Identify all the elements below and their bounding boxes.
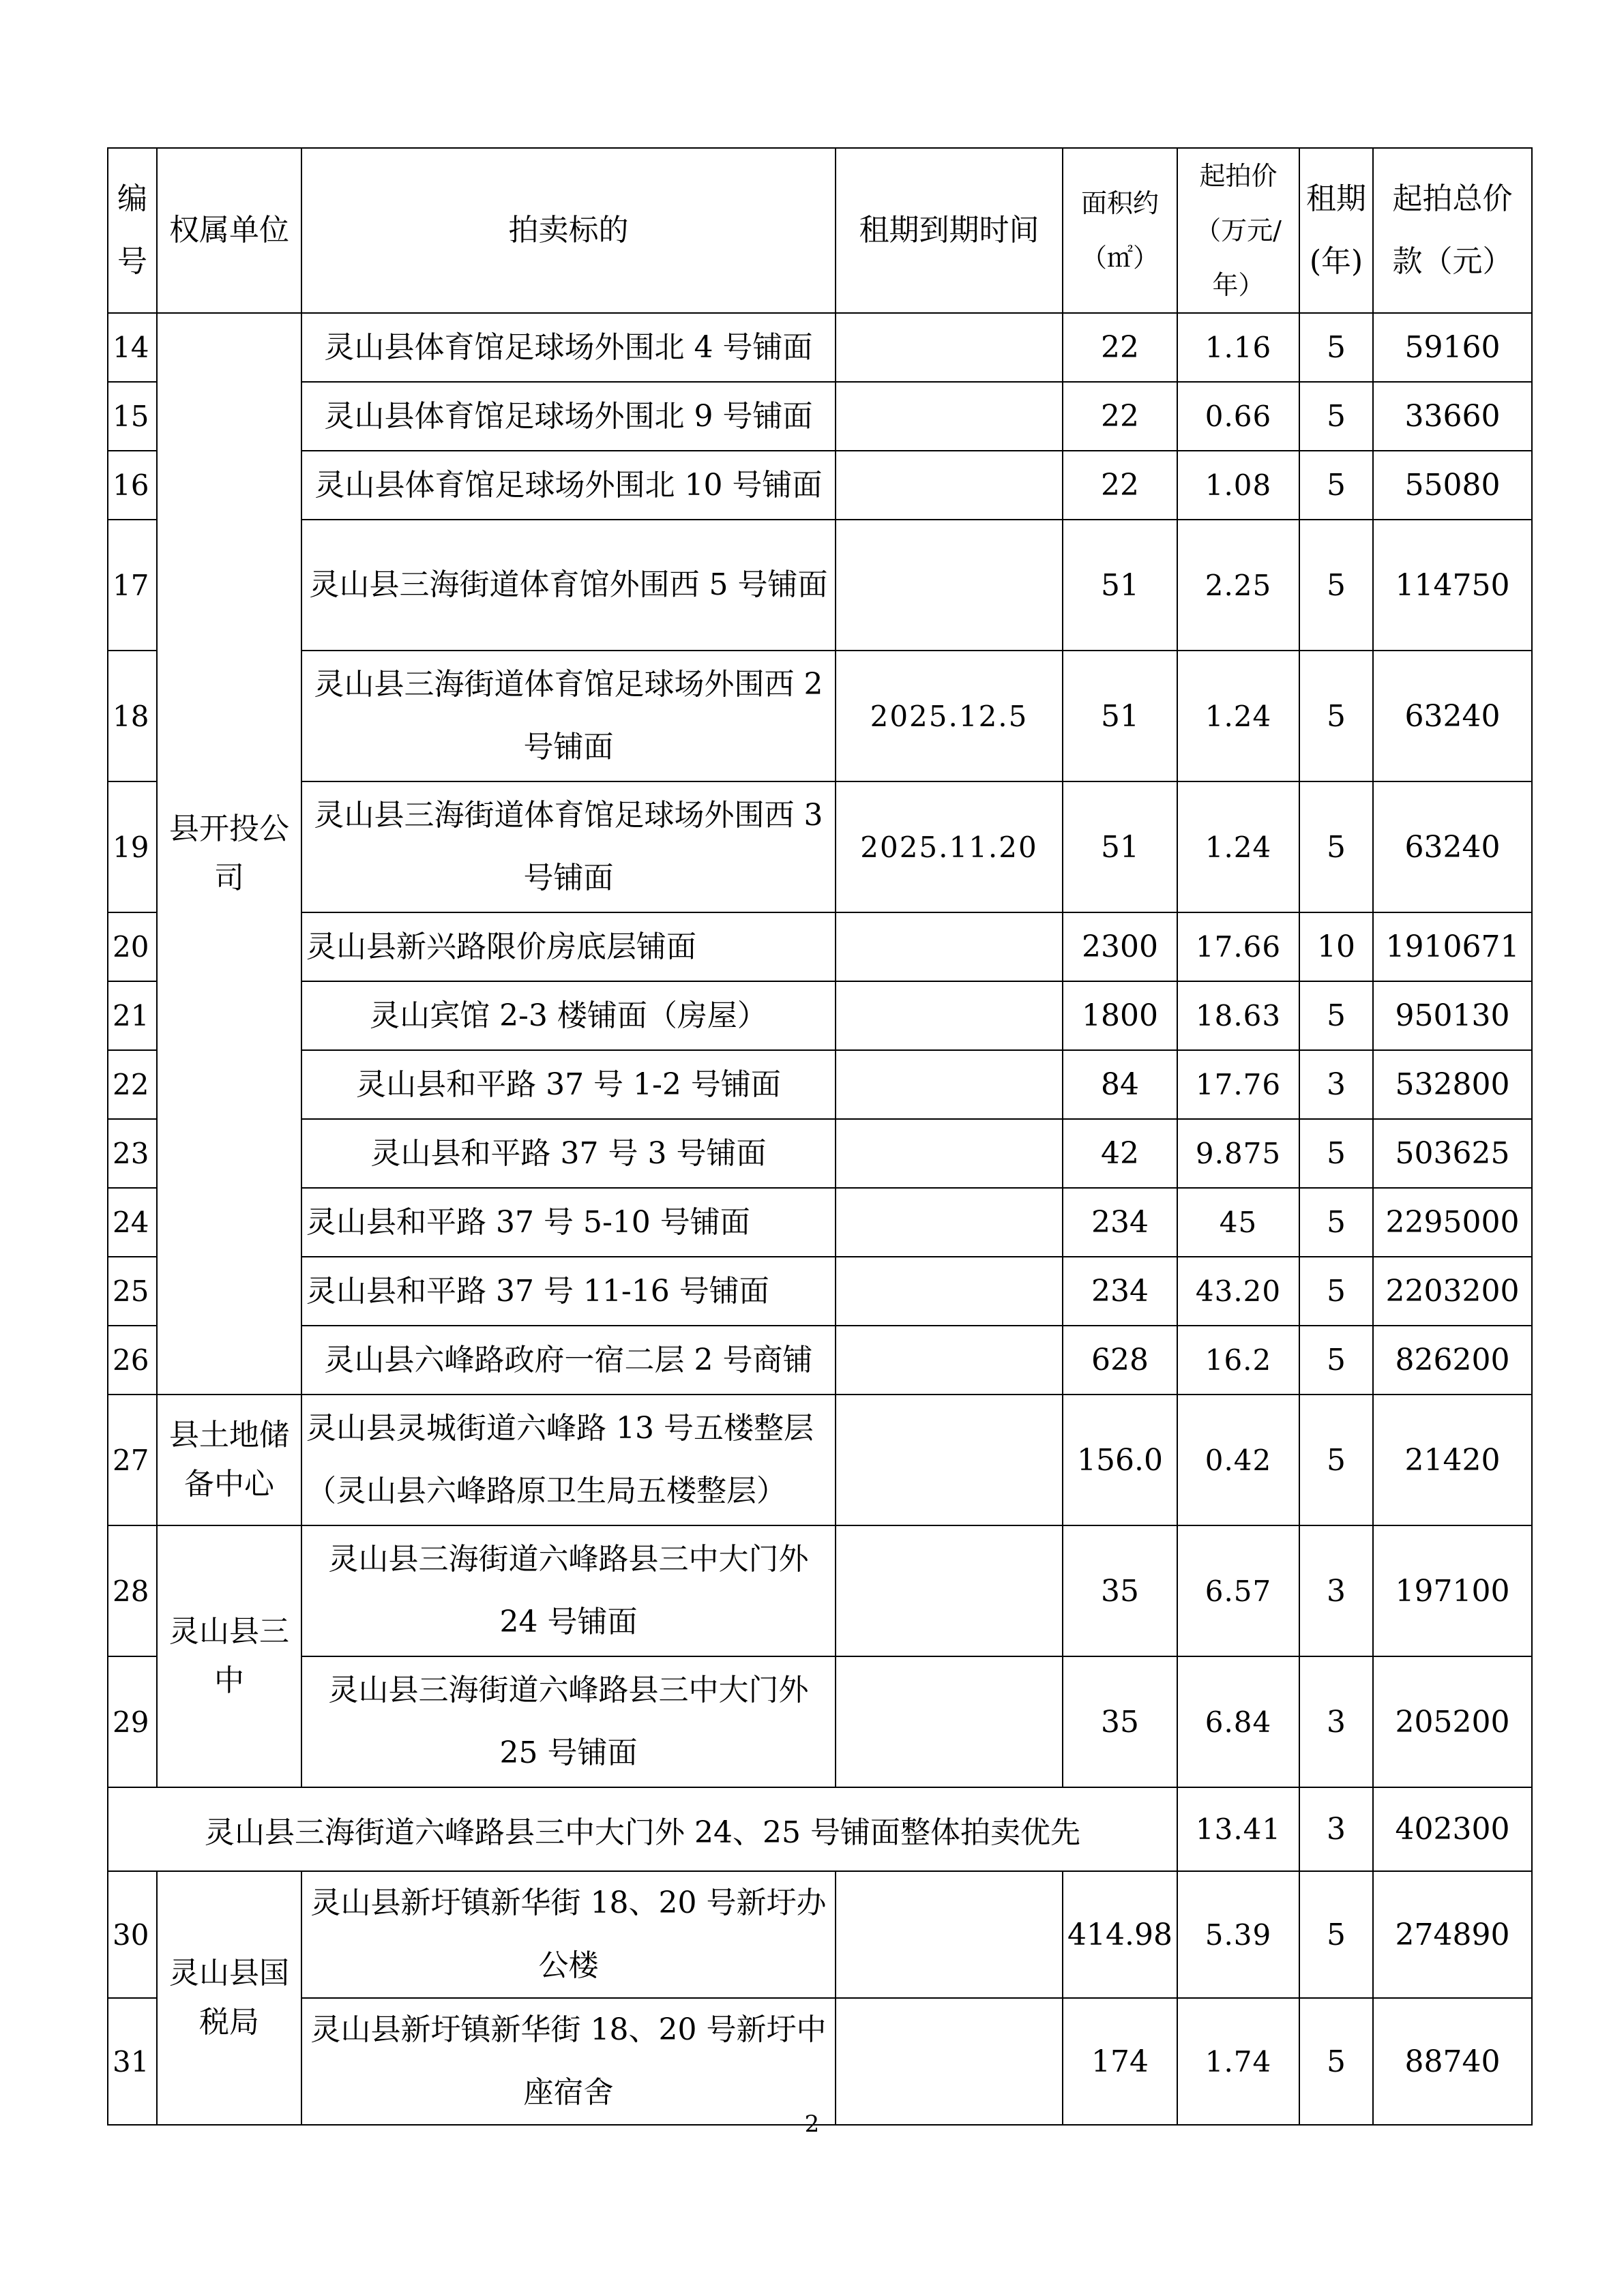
auction-target: 灵山县三海街道体育馆外围西 5 号铺面 <box>301 520 836 651</box>
area: 51 <box>1063 781 1177 912</box>
table-row <box>108 313 1532 382</box>
lease-term: 3 <box>1299 1525 1373 1656</box>
start-price: 43.20 <box>1177 1257 1299 1326</box>
start-price: 1.74 <box>1177 1998 1299 2125</box>
start-price: 13.41 <box>1177 1787 1299 1871</box>
lease-term: 5 <box>1299 313 1373 382</box>
start-price: 16.2 <box>1177 1326 1299 1395</box>
start-price: 1.16 <box>1177 313 1299 382</box>
auction-target: 灵山县三海街道六峰路县三中大门外 25 号铺面 <box>301 1656 836 1787</box>
lease-term: 5 <box>1299 451 1373 520</box>
lease-expiry: 2025.12.5 <box>836 651 1063 781</box>
area: 51 <box>1063 520 1177 651</box>
row-number: 23 <box>108 1119 157 1188</box>
table-row <box>108 1050 1532 1119</box>
lease-expiry <box>836 451 1063 520</box>
start-price: 45 <box>1177 1188 1299 1257</box>
lease-term: 3 <box>1299 1050 1373 1119</box>
area: 22 <box>1063 313 1177 382</box>
area: 42 <box>1063 1119 1177 1188</box>
total-price: 1910671 <box>1373 912 1532 981</box>
table-row <box>108 781 1532 912</box>
auction-target: 灵山县新兴路限价房底层铺面 <box>301 912 836 981</box>
header-owner: 权属单位 <box>157 148 301 313</box>
lease-expiry <box>836 1188 1063 1257</box>
start-price: 0.42 <box>1177 1395 1299 1525</box>
start-price: 9.875 <box>1177 1119 1299 1188</box>
header-no: 编号 <box>108 148 157 313</box>
table-row <box>108 1326 1532 1395</box>
total-price: 63240 <box>1373 651 1532 781</box>
area: 1800 <box>1063 981 1177 1050</box>
auction-target: 灵山宾馆 2-3 楼铺面（房屋） <box>301 981 836 1050</box>
lease-expiry <box>836 1525 1063 1656</box>
area: 234 <box>1063 1257 1177 1326</box>
lease-expiry <box>836 1395 1063 1525</box>
lease-expiry <box>836 1998 1063 2125</box>
lease-expiry: 2025.11.20 <box>836 781 1063 912</box>
header-expiry: 租期到期时间 <box>836 148 1063 313</box>
row-number: 29 <box>108 1656 157 1787</box>
lease-expiry <box>836 1326 1063 1395</box>
table-row <box>108 1119 1532 1188</box>
start-price: 18.63 <box>1177 981 1299 1050</box>
row-number: 14 <box>108 313 157 382</box>
table-row <box>108 1871 1532 1998</box>
lease-term: 5 <box>1299 1188 1373 1257</box>
row-number: 24 <box>108 1188 157 1257</box>
auction-target: 灵山县体育馆足球场外围北 10 号铺面 <box>301 451 836 520</box>
start-price: 6.57 <box>1177 1525 1299 1656</box>
total-price: 205200 <box>1373 1656 1532 1787</box>
lease-expiry <box>836 520 1063 651</box>
auction-target: 灵山县体育馆足球场外围北 9 号铺面 <box>301 382 836 451</box>
table-row <box>108 382 1532 451</box>
header-total: 起拍总价款（元） <box>1373 148 1532 313</box>
lease-expiry <box>836 1656 1063 1787</box>
owner-cell: 灵山县国税局 <box>157 1871 301 2125</box>
lease-expiry <box>836 981 1063 1050</box>
row-number: 19 <box>108 781 157 912</box>
area: 414.98 <box>1063 1871 1177 1998</box>
start-price: 1.08 <box>1177 451 1299 520</box>
total-price: 950130 <box>1373 981 1532 1050</box>
auction-target: 灵山县和平路 37 号 3 号铺面 <box>301 1119 836 1188</box>
auction-target: 灵山县三海街道体育馆足球场外围西 2 号铺面 <box>301 651 836 781</box>
total-price: 197100 <box>1373 1525 1532 1656</box>
auction-target: 灵山县六峰路政府一宿二层 2 号商铺 <box>301 1326 836 1395</box>
total-price: 63240 <box>1373 781 1532 912</box>
total-price: 402300 <box>1373 1787 1532 1871</box>
table-row <box>108 1257 1532 1326</box>
lease-expiry <box>836 1119 1063 1188</box>
owner-cell: 县土地储备中心 <box>157 1395 301 1525</box>
lease-term: 5 <box>1299 781 1373 912</box>
area: 234 <box>1063 1188 1177 1257</box>
table-row <box>108 1188 1532 1257</box>
table-row <box>108 1395 1532 1525</box>
lease-expiry <box>836 1257 1063 1326</box>
area: 628 <box>1063 1326 1177 1395</box>
area: 51 <box>1063 651 1177 781</box>
row-number: 28 <box>108 1525 157 1656</box>
lease-expiry <box>836 1871 1063 1998</box>
auction-target: 灵山县和平路 37 号 1-2 号铺面 <box>301 1050 836 1119</box>
start-price: 17.76 <box>1177 1050 1299 1119</box>
total-price: 2295000 <box>1373 1188 1532 1257</box>
lease-term: 5 <box>1299 1257 1373 1326</box>
total-price: 21420 <box>1373 1395 1532 1525</box>
area: 35 <box>1063 1525 1177 1656</box>
auction-target: 灵山县新圩镇新华街 18、20 号新圩中座宿舍 <box>301 1998 836 2125</box>
start-price: 1.24 <box>1177 781 1299 912</box>
row-number: 18 <box>108 651 157 781</box>
lease-term: 5 <box>1299 651 1373 781</box>
lease-term: 5 <box>1299 382 1373 451</box>
table-row <box>108 1525 1532 1656</box>
total-price: 826200 <box>1373 1326 1532 1395</box>
start-price: 6.84 <box>1177 1656 1299 1787</box>
lease-expiry <box>836 313 1063 382</box>
lease-term: 5 <box>1299 520 1373 651</box>
row-number: 22 <box>108 1050 157 1119</box>
row-number: 17 <box>108 520 157 651</box>
table-row <box>108 451 1532 520</box>
start-price: 2.25 <box>1177 520 1299 651</box>
total-price: 2203200 <box>1373 1257 1532 1326</box>
total-price: 33660 <box>1373 382 1532 451</box>
lease-term: 5 <box>1299 1871 1373 1998</box>
auction-target: 灵山县和平路 37 号 5-10 号铺面 <box>301 1188 836 1257</box>
lease-term: 10 <box>1299 912 1373 981</box>
auction-table <box>107 147 1533 2126</box>
row-number: 27 <box>108 1395 157 1525</box>
lease-term: 5 <box>1299 1395 1373 1525</box>
area: 35 <box>1063 1656 1177 1787</box>
total-price: 59160 <box>1373 313 1532 382</box>
table-row <box>108 520 1532 651</box>
table-row <box>108 1998 1532 2125</box>
total-price: 55080 <box>1373 451 1532 520</box>
area: 22 <box>1063 451 1177 520</box>
lease-term: 3 <box>1299 1656 1373 1787</box>
start-price: 1.24 <box>1177 651 1299 781</box>
table-header-row <box>108 148 1532 313</box>
lease-term: 5 <box>1299 1998 1373 2125</box>
merged-priority-row <box>108 1787 1532 1871</box>
auction-target: 灵山县新圩镇新华街 18、20 号新圩办公楼 <box>301 1871 836 1998</box>
lease-term: 5 <box>1299 981 1373 1050</box>
lease-expiry <box>836 912 1063 981</box>
lease-term: 5 <box>1299 1119 1373 1188</box>
row-number: 15 <box>108 382 157 451</box>
auction-target: 灵山县灵城街道六峰路 13 号五楼整层（灵山县六峰路原卫生局五楼整层） <box>301 1395 836 1525</box>
header-area: 面积约（㎡） <box>1063 148 1177 313</box>
lease-expiry <box>836 382 1063 451</box>
auction-target: 灵山县三海街道六峰路县三中大门外 24 号铺面 <box>301 1525 836 1656</box>
auction-target: 灵山县三海街道体育馆足球场外围西 3 号铺面 <box>301 781 836 912</box>
area: 2300 <box>1063 912 1177 981</box>
area: 156.0 <box>1063 1395 1177 1525</box>
start-price: 17.66 <box>1177 912 1299 981</box>
total-price: 88740 <box>1373 1998 1532 2125</box>
owner-cell: 县开投公司 <box>157 313 301 1395</box>
row-number: 31 <box>108 1998 157 2125</box>
area: 84 <box>1063 1050 1177 1119</box>
auction-target: 灵山县和平路 37 号 11-16 号铺面 <box>301 1257 836 1326</box>
lease-expiry <box>836 1050 1063 1119</box>
header-start-price: 起拍价（万元/年） <box>1177 148 1299 313</box>
page-number: 2 <box>804 2111 820 2138</box>
row-number: 16 <box>108 451 157 520</box>
header-term: 租期(年) <box>1299 148 1373 313</box>
row-number: 30 <box>108 1871 157 1998</box>
start-price: 5.39 <box>1177 1871 1299 1998</box>
area: 174 <box>1063 1998 1177 2125</box>
merged-row-label: 灵山县三海街道六峰路县三中大门外 24、25 号铺面整体拍卖优先 <box>108 1787 1177 1871</box>
table-row <box>108 651 1532 781</box>
table-row <box>108 981 1532 1050</box>
header-target: 拍卖标的 <box>301 148 836 313</box>
start-price: 0.66 <box>1177 382 1299 451</box>
total-price: 532800 <box>1373 1050 1532 1119</box>
total-price: 274890 <box>1373 1871 1532 1998</box>
row-number: 20 <box>108 912 157 981</box>
owner-cell: 灵山县三中 <box>157 1525 301 1787</box>
row-number: 25 <box>108 1257 157 1326</box>
lease-term: 3 <box>1299 1787 1373 1871</box>
table-row <box>108 912 1532 981</box>
area: 22 <box>1063 382 1177 451</box>
total-price: 503625 <box>1373 1119 1532 1188</box>
row-number: 21 <box>108 981 157 1050</box>
table-row <box>108 1656 1532 1787</box>
total-price: 114750 <box>1373 520 1532 651</box>
lease-term: 5 <box>1299 1326 1373 1395</box>
auction-target: 灵山县体育馆足球场外围北 4 号铺面 <box>301 313 836 382</box>
row-number: 26 <box>108 1326 157 1395</box>
